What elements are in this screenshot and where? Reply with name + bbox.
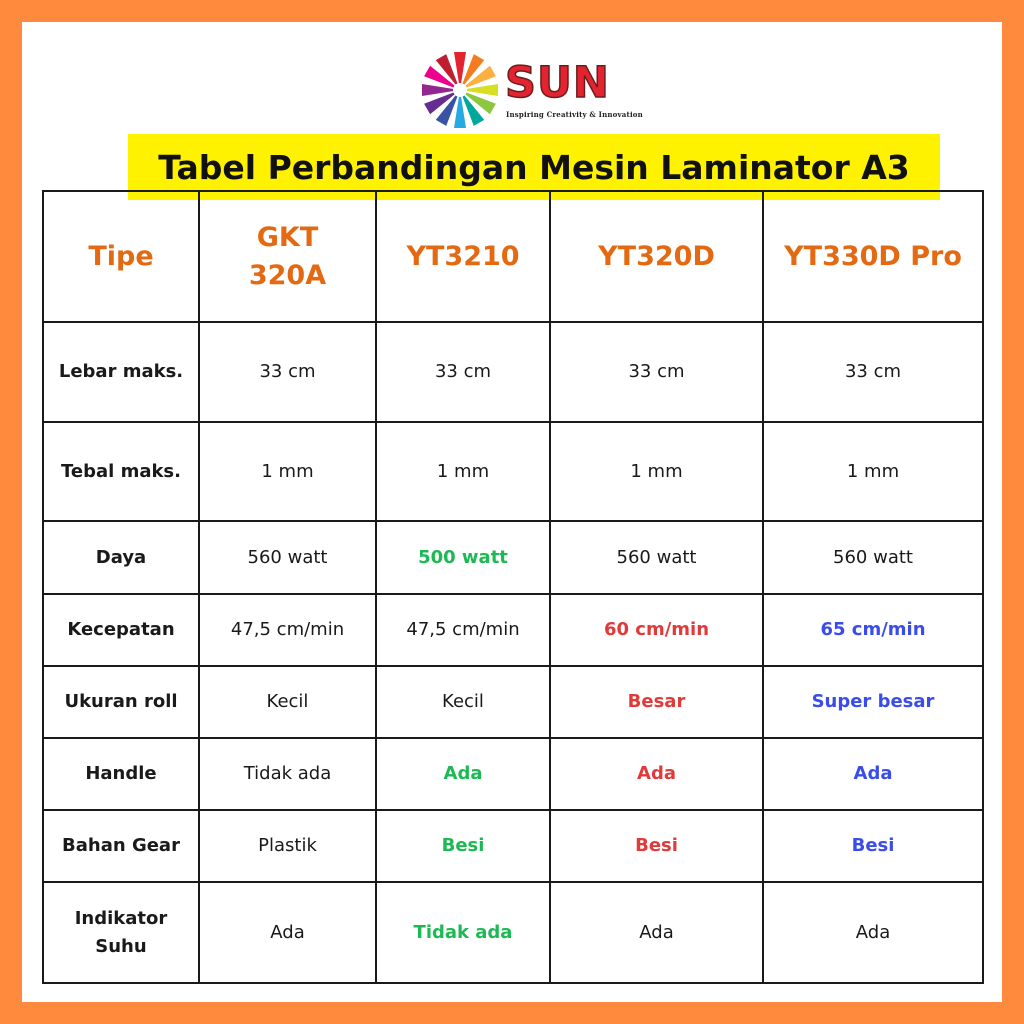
table-cell: 47,5 cm/min bbox=[376, 594, 550, 666]
row-label: Lebar maks. bbox=[43, 322, 199, 422]
header-cell-model: YT330D Pro bbox=[763, 191, 983, 322]
table-cell: Super besar bbox=[763, 666, 983, 738]
table-cell: 33 cm bbox=[550, 322, 763, 422]
table-cell: 560 watt bbox=[199, 521, 376, 594]
table-row bbox=[43, 521, 983, 594]
table-cell: Plastik bbox=[199, 810, 376, 882]
row-label: Kecepatan bbox=[43, 594, 199, 666]
table-cell: Ada bbox=[376, 738, 550, 810]
brand-name: SUN bbox=[505, 58, 610, 108]
table-cell: Besi bbox=[376, 810, 550, 882]
row-label: Indikator Suhu bbox=[43, 882, 199, 983]
table-header-row bbox=[43, 191, 983, 322]
table-cell: 1 mm bbox=[199, 422, 376, 521]
table-row bbox=[43, 810, 983, 882]
table-cell: Besi bbox=[550, 810, 763, 882]
sun-burst-icon bbox=[420, 50, 500, 130]
table-cell: Ada bbox=[550, 882, 763, 983]
table-cell: Kecil bbox=[199, 666, 376, 738]
table-cell: 47,5 cm/min bbox=[199, 594, 376, 666]
table-cell: Ada bbox=[763, 882, 983, 983]
table-row bbox=[43, 738, 983, 810]
row-label: Ukuran roll bbox=[43, 666, 199, 738]
header-cell-model: GKT 320A bbox=[199, 191, 376, 322]
row-label: Bahan Gear bbox=[43, 810, 199, 882]
header-cell-model: YT320D bbox=[550, 191, 763, 322]
table-cell: Ada bbox=[199, 882, 376, 983]
table-cell: 500 watt bbox=[376, 521, 550, 594]
table-cell: 65 cm/min bbox=[763, 594, 983, 666]
row-label: Handle bbox=[43, 738, 199, 810]
row-label: Tebal maks. bbox=[43, 422, 199, 521]
table-cell: 560 watt bbox=[550, 521, 763, 594]
table-cell: Besi bbox=[763, 810, 983, 882]
table-row bbox=[43, 594, 983, 666]
table-row bbox=[43, 422, 983, 521]
table-cell: 60 cm/min bbox=[550, 594, 763, 666]
brand-tagline: Inspiring Creativity & Innovation bbox=[506, 110, 643, 119]
table-cell: Ada bbox=[763, 738, 983, 810]
table-cell: Tidak ada bbox=[199, 738, 376, 810]
table-cell: 33 cm bbox=[763, 322, 983, 422]
content-card bbox=[22, 22, 1002, 1002]
table-cell: 33 cm bbox=[376, 322, 550, 422]
header-cell-model: YT3210 bbox=[376, 191, 550, 322]
table-cell: Tidak ada bbox=[376, 882, 550, 983]
table-row bbox=[43, 322, 983, 422]
table-cell: 1 mm bbox=[550, 422, 763, 521]
table-cell: Besar bbox=[550, 666, 763, 738]
table-cell: 1 mm bbox=[763, 422, 983, 521]
table-row bbox=[43, 882, 983, 983]
table-cell: 560 watt bbox=[763, 521, 983, 594]
page-title: Tabel Perbandingan Mesin Laminator A3 bbox=[158, 147, 910, 187]
row-label: Daya bbox=[43, 521, 199, 594]
header-cell-type: Tipe bbox=[43, 191, 199, 322]
comparison-table bbox=[42, 190, 984, 984]
brand-logo bbox=[420, 50, 643, 130]
table-row bbox=[43, 666, 983, 738]
table-cell: 33 cm bbox=[199, 322, 376, 422]
table-cell: 1 mm bbox=[376, 422, 550, 521]
table-cell: Kecil bbox=[376, 666, 550, 738]
table-cell: Ada bbox=[550, 738, 763, 810]
